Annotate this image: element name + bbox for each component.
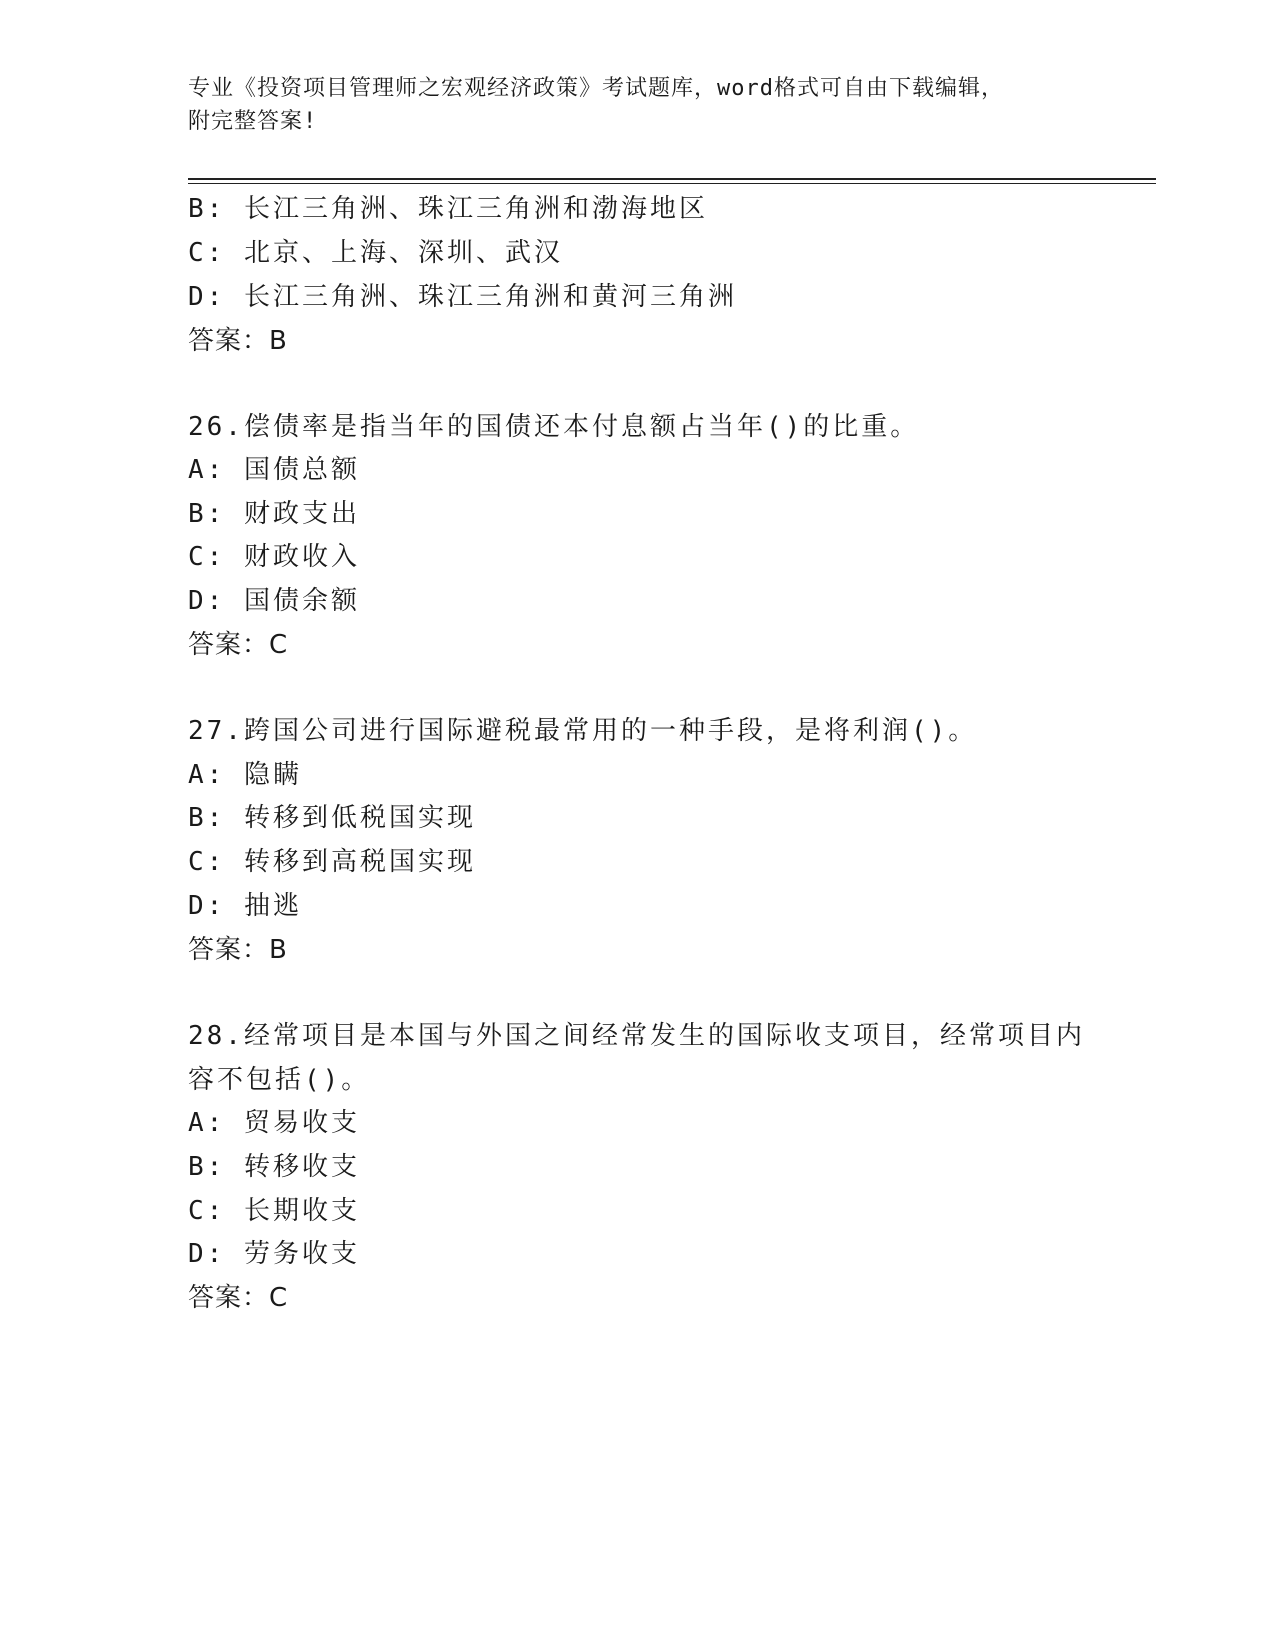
option-d: D: 劳务收支 xyxy=(188,1239,360,1269)
document-header xyxy=(188,72,1088,138)
answer-line: 答案：C xyxy=(188,630,289,660)
header-line-1: 专业《投资项目管理师之宏观经济政策》考试题库，word格式可自由下载编辑， xyxy=(188,76,1004,101)
header-divider-thin xyxy=(188,183,1156,184)
option-a: A: 隐瞒 xyxy=(188,760,302,790)
question-stem-continued: 容不包括()。 xyxy=(188,1065,371,1095)
question-stem: 26.偿债率是指当年的国债还本付息额占当年()的比重。 xyxy=(188,412,920,442)
option-b: B: 转移到低税国实现 xyxy=(188,803,476,833)
header-line-2: 附完整答案! xyxy=(188,109,318,134)
option-a: A: 贸易收支 xyxy=(188,1108,360,1138)
option-c: C: 财政收入 xyxy=(188,542,360,572)
answer-line: 答案：B xyxy=(188,326,288,356)
option-d: D: 国债余额 xyxy=(188,586,360,616)
option-d: D: 抽逃 xyxy=(188,891,302,921)
answer-line: 答案：B xyxy=(188,935,288,965)
answer-line: 答案：C xyxy=(188,1283,289,1313)
option-d: D: 长江三角洲、珠江三角洲和黄河三角洲 xyxy=(188,282,737,312)
option-c: C: 长期收支 xyxy=(188,1196,360,1226)
option-c: C: 转移到高税国实现 xyxy=(188,847,476,877)
option-c: C: 北京、上海、深圳、武汉 xyxy=(188,238,563,268)
option-b: B: 长江三角洲、珠江三角洲和渤海地区 xyxy=(188,194,708,224)
option-b: B: 转移收支 xyxy=(188,1152,360,1182)
question-stem: 28.经常项目是本国与外国之间经常发生的国际收支项目，经常项目内 xyxy=(188,1021,1085,1051)
option-b: B: 财政支出 xyxy=(188,499,360,529)
option-a: A: 国债总额 xyxy=(188,455,360,485)
header-divider-thick xyxy=(188,178,1156,180)
question-stem: 27.跨国公司进行国际避税最常用的一种手段，是将利润()。 xyxy=(188,716,978,746)
